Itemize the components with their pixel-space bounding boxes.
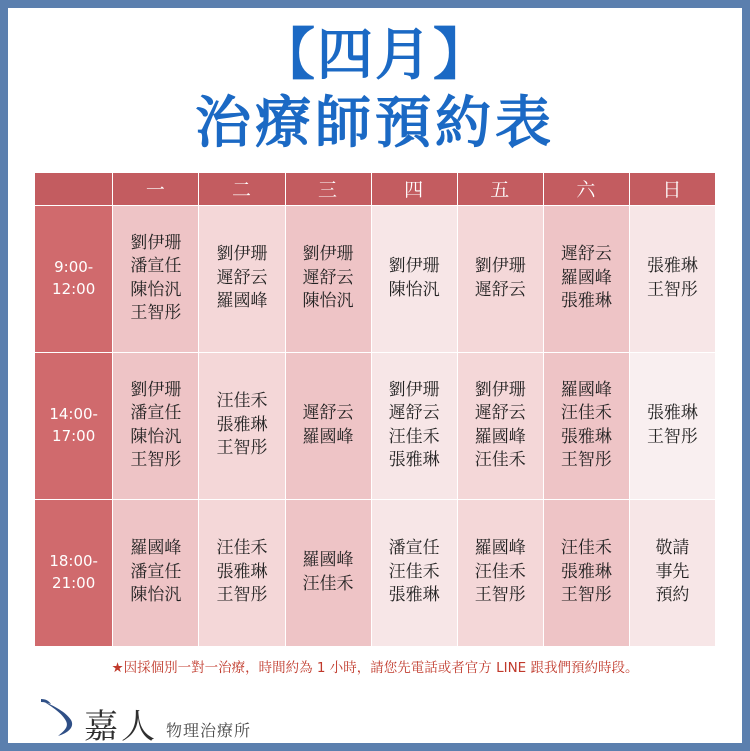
cell-sat-morning bbox=[543, 205, 629, 352]
therapist-name: 遲舒云 bbox=[302, 403, 354, 424]
time-line-2: 21:00 bbox=[52, 573, 96, 592]
therapist-name: 王智彤 bbox=[216, 585, 268, 606]
cell-fri-afternoon bbox=[457, 352, 543, 499]
time-label-evening bbox=[35, 499, 113, 646]
table-row bbox=[35, 205, 716, 352]
therapist-name: 羅國峰 bbox=[560, 379, 612, 400]
therapist-name: 劉伊珊 bbox=[474, 256, 526, 277]
therapist-name: 劉伊珊 bbox=[474, 379, 526, 400]
table-header-row bbox=[35, 172, 716, 205]
therapist-name: 王智彤 bbox=[216, 438, 268, 459]
cell-sun-afternoon bbox=[629, 352, 715, 499]
therapist-name: 張雅琳 bbox=[646, 256, 698, 277]
therapist-name: 羅國峰 bbox=[216, 291, 268, 312]
therapist-name: 張雅琳 bbox=[560, 561, 612, 582]
therapist-name: 汪佳禾 bbox=[560, 538, 612, 559]
therapist-name: 劉伊珊 bbox=[388, 256, 440, 277]
time-line-2: 17:00 bbox=[52, 426, 96, 445]
header-day-wed: 三 bbox=[285, 172, 371, 205]
therapist-name: 汪佳禾 bbox=[216, 391, 268, 412]
therapist-name: 遲舒云 bbox=[388, 403, 440, 424]
cell-wed-evening bbox=[285, 499, 371, 646]
cell-fri-morning bbox=[457, 205, 543, 352]
therapist-name: 陳怡汎 bbox=[130, 426, 182, 447]
therapist-name: 王智彤 bbox=[130, 450, 182, 471]
header-day-mon: 一 bbox=[113, 172, 199, 205]
therapist-name: 張雅琳 bbox=[646, 403, 698, 424]
time-line-1: 18:00- bbox=[49, 551, 98, 570]
therapist-name: 遲舒云 bbox=[302, 267, 354, 288]
cell-tue-morning bbox=[199, 205, 285, 352]
cell-thu-evening bbox=[371, 499, 457, 646]
logo-subtitle: 物理治療所 bbox=[166, 720, 252, 740]
schedule-table bbox=[34, 172, 716, 647]
therapist-name: 汪佳禾 bbox=[560, 403, 612, 424]
therapist-name: 張雅琳 bbox=[216, 414, 268, 435]
time-line-1: 14:00- bbox=[49, 404, 98, 423]
therapist-name: 潘宣任 bbox=[130, 561, 182, 582]
cell-tue-evening bbox=[199, 499, 285, 646]
therapist-name: 陳怡汎 bbox=[130, 279, 182, 300]
note-line: 預約 bbox=[655, 585, 690, 606]
header-corner bbox=[35, 172, 113, 205]
table-row bbox=[35, 499, 716, 646]
therapist-name: 羅國峰 bbox=[130, 538, 182, 559]
therapist-name: 陳怡汎 bbox=[302, 291, 354, 312]
time-label-morning bbox=[35, 205, 113, 352]
therapist-name: 羅國峰 bbox=[560, 267, 612, 288]
cell-wed-morning bbox=[285, 205, 371, 352]
cell-thu-morning bbox=[371, 205, 457, 352]
therapist-name: 張雅琳 bbox=[560, 426, 612, 447]
therapist-name: 劉伊珊 bbox=[216, 244, 268, 265]
therapist-name: 羅國峰 bbox=[302, 550, 354, 571]
title-main: 治療師預約表 bbox=[195, 91, 555, 157]
brush-stroke-icon bbox=[38, 692, 82, 744]
cell-tue-afternoon bbox=[199, 352, 285, 499]
therapist-name: 劉伊珊 bbox=[130, 379, 182, 400]
logo-text bbox=[84, 706, 252, 747]
therapist-name: 劉伊珊 bbox=[130, 232, 182, 253]
cell-fri-evening bbox=[457, 499, 543, 646]
therapist-name: 張雅琳 bbox=[560, 291, 612, 312]
header-day-sat: 六 bbox=[543, 172, 629, 205]
therapist-name: 汪佳禾 bbox=[302, 573, 354, 594]
header-day-tue: 二 bbox=[199, 172, 285, 205]
therapist-name: 汪佳禾 bbox=[388, 561, 440, 582]
cell-sun-evening bbox=[629, 499, 715, 646]
note-line: 事先 bbox=[655, 561, 690, 582]
therapist-name: 汪佳禾 bbox=[216, 538, 268, 559]
cell-wed-afternoon bbox=[285, 352, 371, 499]
therapist-name: 潘宣任 bbox=[130, 256, 182, 277]
therapist-name: 陳怡汎 bbox=[388, 279, 440, 300]
time-label-afternoon bbox=[35, 352, 113, 499]
therapist-name: 羅國峰 bbox=[474, 538, 526, 559]
cell-sun-morning bbox=[629, 205, 715, 352]
therapist-name: 張雅琳 bbox=[388, 585, 440, 606]
logo-name: 嘉人 bbox=[84, 706, 158, 747]
cell-sat-afternoon bbox=[543, 352, 629, 499]
therapist-name: 潘宣任 bbox=[130, 403, 182, 424]
header-day-thu: 四 bbox=[371, 172, 457, 205]
therapist-name: 劉伊珊 bbox=[302, 244, 354, 265]
therapist-name: 張雅琳 bbox=[216, 561, 268, 582]
therapist-name: 遲舒云 bbox=[560, 244, 612, 265]
therapist-name: 張雅琳 bbox=[388, 450, 440, 471]
therapist-name: 王智彤 bbox=[474, 585, 526, 606]
note-line: 敬請 bbox=[655, 538, 690, 559]
schedule-table-wrapper bbox=[34, 172, 716, 647]
therapist-name: 羅國峰 bbox=[302, 426, 354, 447]
cell-mon-morning bbox=[113, 205, 199, 352]
cell-mon-evening bbox=[113, 499, 199, 646]
cell-sat-evening bbox=[543, 499, 629, 646]
cell-mon-afternoon bbox=[113, 352, 199, 499]
therapist-name: 王智彤 bbox=[646, 426, 698, 447]
therapist-name: 汪佳禾 bbox=[474, 561, 526, 582]
table-row bbox=[35, 352, 716, 499]
time-line-1: 9:00- bbox=[54, 257, 94, 276]
title-month: 【四月】 bbox=[259, 23, 491, 88]
poster-title bbox=[8, 8, 742, 158]
therapist-name: 王智彤 bbox=[646, 279, 698, 300]
therapist-name: 汪佳禾 bbox=[388, 426, 440, 447]
therapist-name: 王智彤 bbox=[560, 450, 612, 471]
therapist-name: 王智彤 bbox=[130, 303, 182, 324]
cell-thu-afternoon bbox=[371, 352, 457, 499]
therapist-name: 遲舒云 bbox=[474, 403, 526, 424]
therapist-name: 汪佳禾 bbox=[474, 450, 526, 471]
header-day-fri: 五 bbox=[457, 172, 543, 205]
time-line-2: 12:00 bbox=[52, 279, 96, 298]
therapist-name: 陳怡汎 bbox=[130, 585, 182, 606]
therapist-name: 羅國峰 bbox=[474, 426, 526, 447]
therapist-name: 劉伊珊 bbox=[388, 379, 440, 400]
header-day-sun: 日 bbox=[629, 172, 715, 205]
therapist-name: 遲舒云 bbox=[216, 267, 268, 288]
therapist-name: 潘宣任 bbox=[388, 538, 440, 559]
clinic-logo bbox=[38, 682, 742, 747]
therapist-name: 王智彤 bbox=[560, 585, 612, 606]
footnote: ★因採個別一對一治療，時間約為 1 小時，請您先電話或者官方 LINE 跟我們預約時段。 bbox=[111, 659, 639, 676]
therapist-name: 遲舒云 bbox=[474, 279, 526, 300]
